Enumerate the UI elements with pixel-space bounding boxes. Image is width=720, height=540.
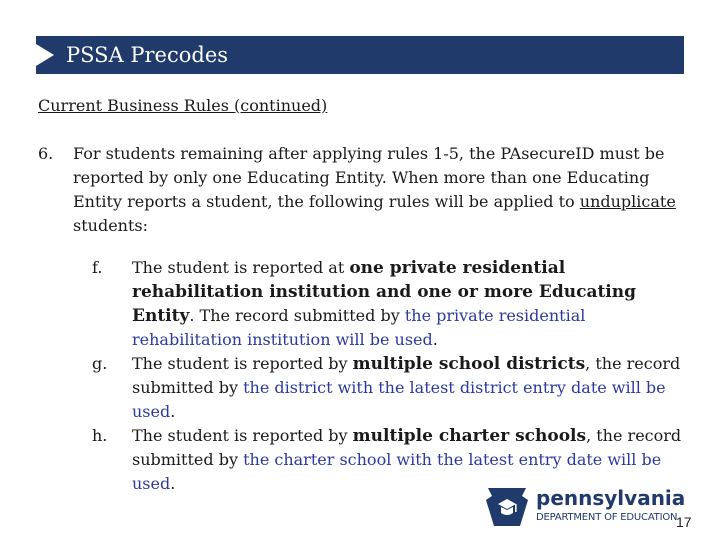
rule-number: 6. <box>38 144 54 163</box>
subrule-text <box>132 352 692 424</box>
subrule-letter: h. <box>92 426 108 445</box>
subrule-bold-text: multiple charter schools <box>352 426 587 446</box>
subrule-text-part: . The record submitted by <box>189 306 405 325</box>
subrule-text-part: . <box>170 474 176 493</box>
subrule-text-part: . <box>170 402 176 421</box>
rule-underlined-word: unduplicate <box>579 192 676 211</box>
rule-text-end: students: <box>73 216 148 235</box>
logo-wordmark: pennsylvania <box>536 486 686 510</box>
subrule-text-part: The student is reported by <box>132 354 353 373</box>
subrule-text-part: , the record submitted by <box>132 354 681 397</box>
subrule-text-part: The student is reported at <box>132 258 350 277</box>
subrule-letter: g. <box>92 354 108 373</box>
subrule-bold-text: multiple school districts <box>352 354 586 374</box>
subrule-text-part: , the record submitted by <box>132 426 682 469</box>
subrule-text-part: . <box>432 330 438 349</box>
rule-6 <box>38 142 698 238</box>
subrule-text-part: The student is reported by <box>132 426 353 445</box>
title-arrow-icon <box>36 44 54 66</box>
page-number: 17 <box>676 514 692 530</box>
subrule-letter: f. <box>92 258 103 277</box>
subrule-g <box>92 352 692 424</box>
logo-department: DEPARTMENT OF EDUCATION <box>536 512 678 523</box>
rule-text <box>73 142 698 238</box>
subrule-f <box>92 256 692 352</box>
subrule-highlight-text: the private residential rehabilitation institution will be used <box>132 306 586 349</box>
subrule-bold-text: one private residential rehabilitation institution and one or more Educating Entity <box>132 258 637 326</box>
subrule-highlight-text: the charter school with the latest entry date will be used <box>132 450 662 493</box>
keystone-icon <box>484 486 530 528</box>
page-title: PSSA Precodes <box>66 43 229 67</box>
section-subtitle: Current Business Rules (continued) <box>38 96 328 115</box>
rule-text-start: For students remaining after applying rules 1-5, the PAsecureID must be reported by only one Educating Entity. When more than one Educating Entity reports a student, the following rules will be applied to <box>73 144 665 211</box>
subrule-highlight-text: the district with the latest district entry date will be used <box>132 378 666 421</box>
subrule-text <box>132 256 692 352</box>
